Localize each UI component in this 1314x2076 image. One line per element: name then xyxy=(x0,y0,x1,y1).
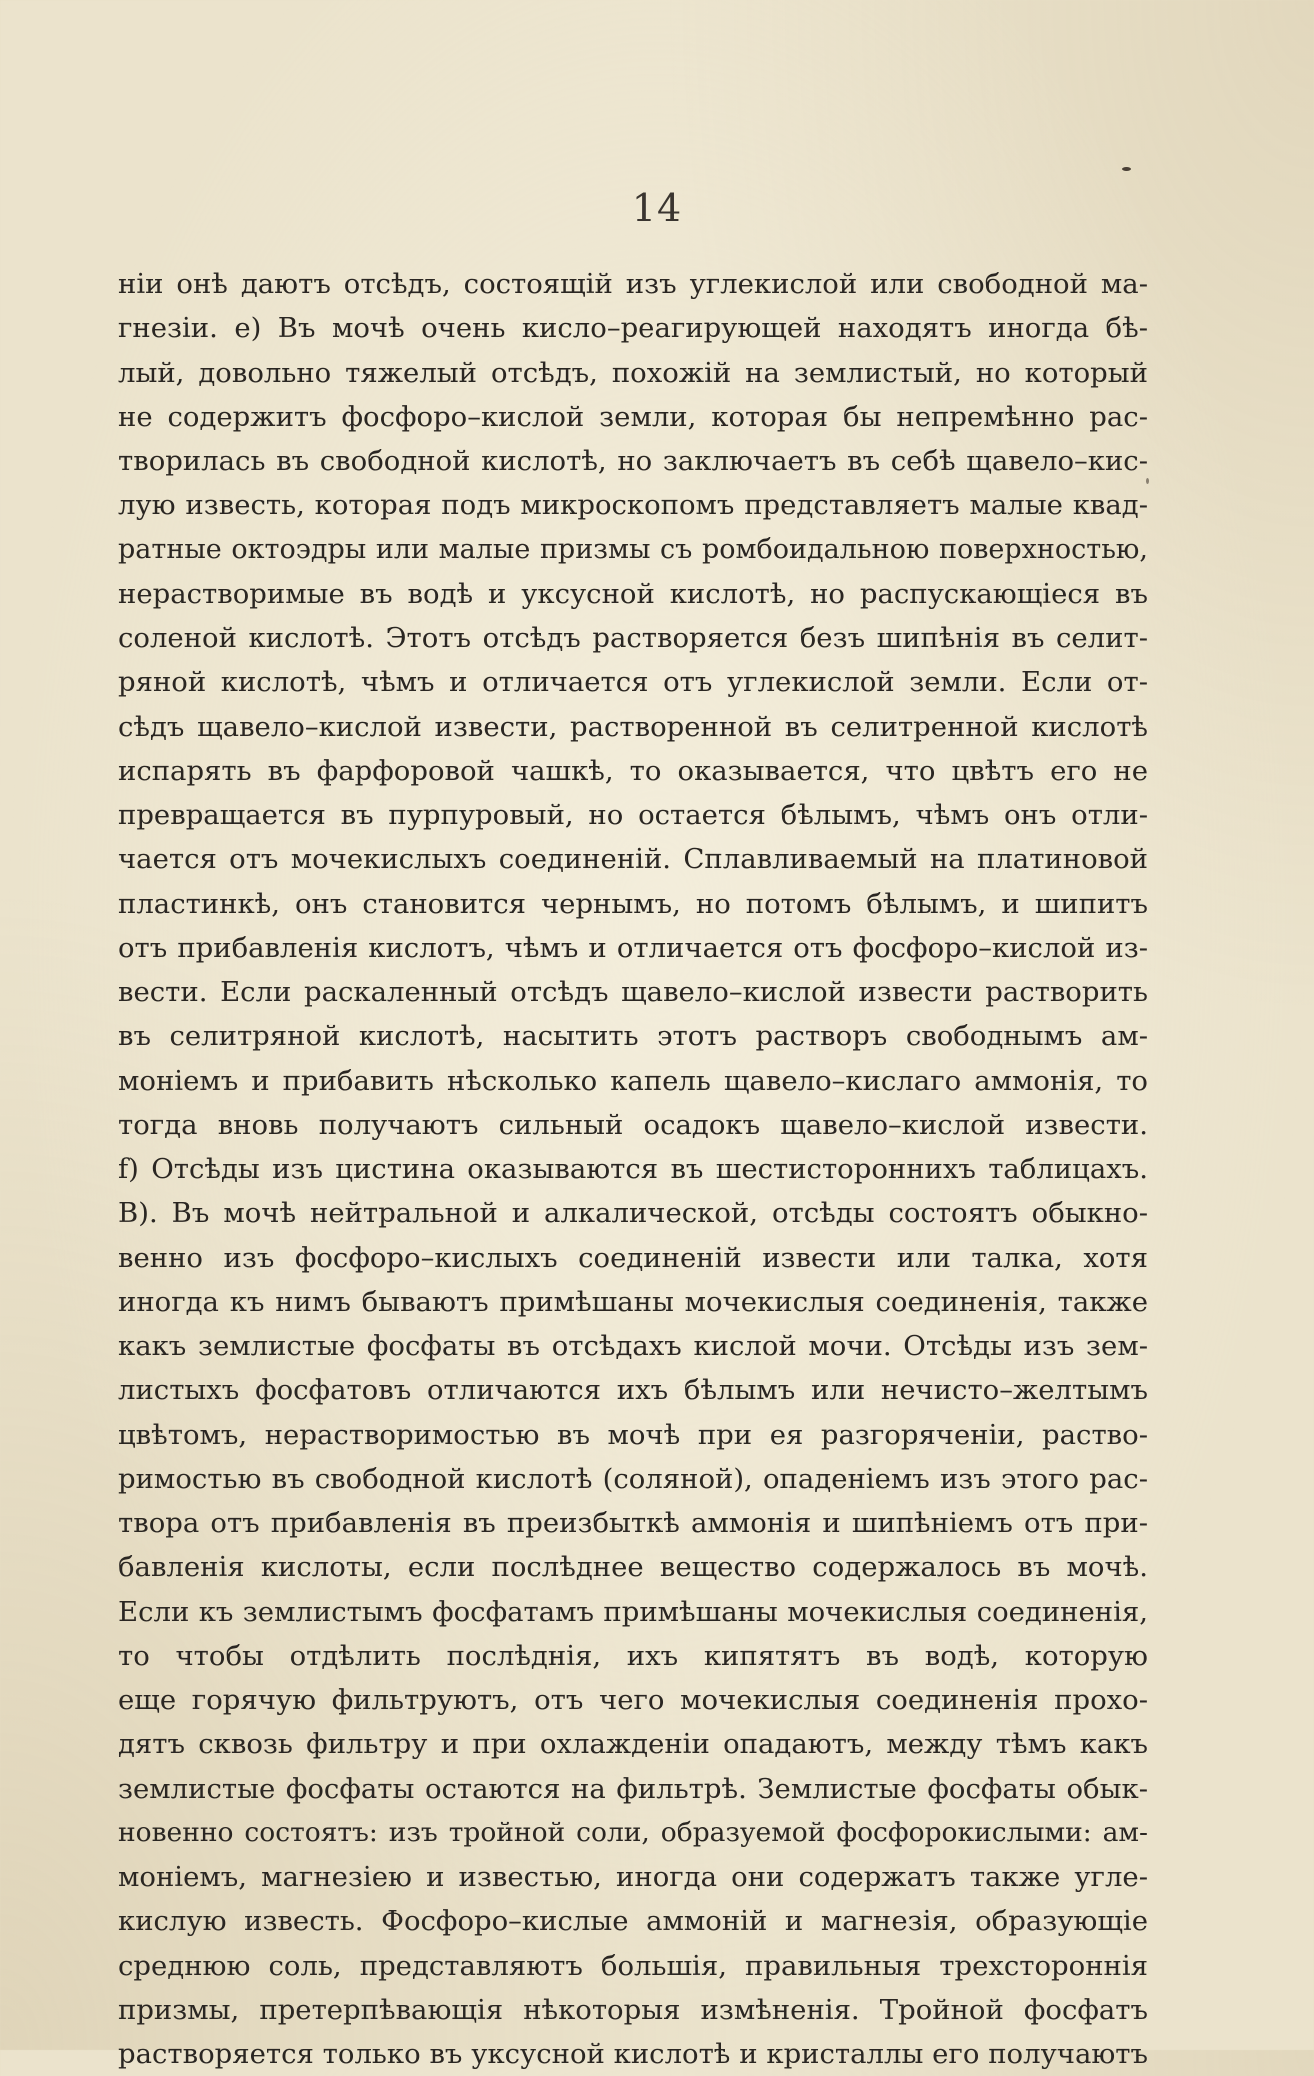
text-line: моніемъ и прибавить нѣсколько капель щавело–кислаго аммонія, то xyxy=(118,1064,1148,1097)
body-text xyxy=(118,262,1148,2076)
text-line: листыхъ фосфатовъ отличаются ихъ бѣлымъ или нечисто–желтымъ xyxy=(118,1374,1148,1407)
text-line: ряной кислотѣ, чѣмъ и отличается отъ углекислой земли. Если от- xyxy=(118,666,1148,699)
text-line: растворяется только въ уксусной кислотѣ и кристаллы его получаютъ xyxy=(118,2038,1148,2070)
text-line: дятъ сквозь фильтру и при охлажденіи опадаютъ, между тѣмъ какъ xyxy=(118,1728,1148,1761)
text-line: f) Отсѣды изъ цистина оказываются въ шестисторонниxъ таблицахъ. xyxy=(118,1153,1148,1185)
text-line: какъ землистые фосфаты въ отсѣдахъ кислой мочи. Отсѣды изъ зем- xyxy=(118,1330,1148,1362)
text-line: венно изъ фосфоро–кислыхъ соединеній извести или талка, хотя xyxy=(118,1241,1148,1274)
ink-speck xyxy=(1122,167,1131,171)
text-line: соленой кислотѣ. Этотъ отсѣдъ растворяется безъ шипѣнія въ селит- xyxy=(118,622,1148,654)
text-line: В). Въ мочѣ нейтральной и алкалической, отсѣды состоятъ обыкно- xyxy=(118,1197,1148,1230)
text-line: гнезіи. е) Въ мочѣ очень кисло–реагирующей находятъ иногда бѣ- xyxy=(118,312,1148,345)
text-line: Если къ землистымъ фосфатамъ примѣшаны мочекислыя соединенія, xyxy=(118,1595,1148,1628)
text-line: лый, довольно тяжелый отсѣдъ, похожій на землистый, но который xyxy=(118,356,1148,389)
text-line: среднюю соль, представляютъ большія, правильныя трехстороннія xyxy=(118,1949,1148,1982)
text-line: иногда къ нимъ бываютъ примѣшаны мочекислыя соединенія, также xyxy=(118,1285,1148,1318)
text-line: бавленія кислоты, если послѣднее вещество содержалось въ мочѣ. xyxy=(118,1551,1148,1584)
text-line: сѣдъ щавело–кислой извести, растворенной въ селитренной кислотѣ xyxy=(118,710,1148,743)
text-line: землистые фосфаты остаются на фильтрѣ. Землистые фосфаты обык- xyxy=(118,1772,1148,1805)
text-line: еще горячую фильтруютъ, отъ чего мочекислыя соединенія прохо- xyxy=(118,1684,1148,1716)
text-line: ратные октоэдры или малые призмы съ ромбоидальною поверхностью, xyxy=(118,533,1148,565)
text-line: римостью въ свободной кислотѣ (соляной), опаденіемъ изъ этого рас- xyxy=(118,1462,1148,1495)
text-line: нерастворимые въ водѣ и уксусной кислотѣ, но распускающіеся въ xyxy=(118,577,1148,610)
text-line: творилась въ свободной кислотѣ, но заключаетъ въ себѣ щавело–кис- xyxy=(118,445,1148,477)
page-number: 14 xyxy=(631,186,683,230)
text-line: ніи онѣ даютъ отсѣдъ, состоящій изъ углекислой или свободной ма- xyxy=(118,268,1148,300)
text-line: испарять въ фарфоровой чашкѣ, то оказывается, что цвѣтъ его не xyxy=(118,754,1148,787)
text-line: цвѣтомъ, нерастворимостью въ мочѣ при ея разгоряченіи, раство- xyxy=(118,1418,1148,1451)
text-line: отъ прибавленія кислотъ, чѣмъ и отличается отъ фосфоро–кислой из- xyxy=(118,931,1148,964)
text-line: лую известь, которая подъ микроскопомъ представляетъ малые квад- xyxy=(118,489,1148,522)
text-line: тогда вновь получаютъ сильный осадокъ щавело–кислой извести. xyxy=(118,1108,1148,1141)
text-line: вести. Если раскаленный отсѣдъ щавело–кислой извести растворить xyxy=(118,976,1148,1008)
text-line: то чтобы отдѣлить послѣднія, ихъ кипятятъ въ водѣ, которую xyxy=(118,1639,1148,1672)
ink-speck xyxy=(1146,478,1149,484)
text-line: превращается въ пурпуровый, но остается бѣлымъ, чѣмъ онъ отли- xyxy=(118,799,1148,831)
text-line: новенно состоятъ: изъ тройной соли, образуемой фосфорокислыми: ам- xyxy=(118,1816,1148,1848)
text-line: пластинкѣ, онъ становится чернымъ, но потомъ бѣлымъ, и шипитъ xyxy=(118,887,1148,920)
text-line: чается отъ мочекислыхъ соединеній. Сплавливаемый на платиновой xyxy=(118,843,1148,876)
text-line: твора отъ прибавленія въ преизбыткѣ аммонія и шипѣніемъ отъ при- xyxy=(118,1507,1148,1539)
text-line: не содержитъ фосфоро–кислой земли, которая бы непремѣнно рас- xyxy=(118,400,1148,433)
text-line: моніемъ, магнезіею и известью, иногда они содержатъ также угле- xyxy=(118,1861,1148,1893)
text-line: въ селитряной кислотѣ, насытить этотъ растворъ свободнымъ ам- xyxy=(118,1020,1148,1053)
text-line: кислую известь. Фосфоро–кислые аммоній и магнезія, образующіе xyxy=(118,1905,1148,1938)
text-line: призмы, претерпѣвающія нѣкоторыя измѣненія. Тройной фосфатъ xyxy=(118,1993,1148,2026)
